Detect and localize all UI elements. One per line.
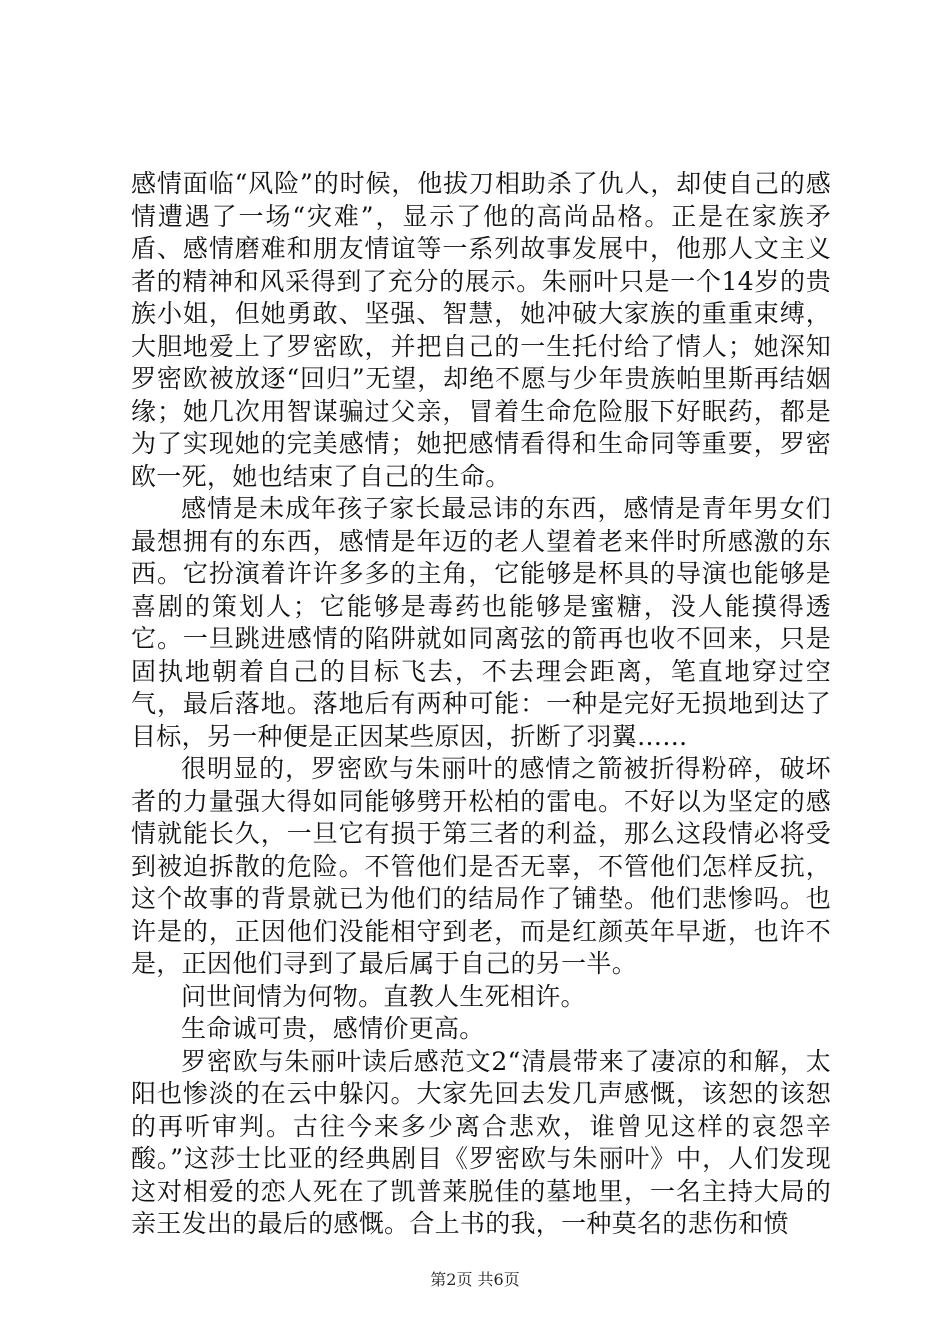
paragraph-4: 问世间情为何物。直教人生死相许。 [181,981,586,1011]
page-footer: 第2页 共6页 [430,1270,520,1289]
paragraph-2: 感情是未成年孩子家长最忌讳的东西，感情是青年男女们最想拥有的东西，感情是年迈的老人望着老来伴时所感激的东西。它扮演着许许多多的主角，它能够是杯具的导演也能够是喜剧的策划人；它能够是毒药也能够是蜜糖，没人能摸得透它。一旦跳进感情的陷阱就如同离弦的箭再也收不回来，只是固执地朝着自己的目标飞去，不去理会距离，笔直地穿过空气，最后落地。落地后有两种可能：一种是完好无损地到达了目标，另一种便是正因某些原因，折断了羽翼…… [131,494,831,751]
paragraph-1: 感情面临“风险”的时候，他拔刀相助杀了仇人，却使自己的感情遭遇了一场“灾难”，显示了他的高尚品格。正是在家族矛盾、感情磨难和朋友情谊等一系列故事发展中，他那人文主义者的精神和风采得到了充分的展示。朱丽叶只是一个14岁的贵族小姐，但她勇敢、坚强、智慧，她冲破大家族的重重束缚，大胆地爱上了罗密欧，并把自己的一生托付给了情人；她深知罗密欧被放逐“回归”无望，却绝不愿与少年贵族帕里斯再结姻缘；她几次用智谋骗过父亲，冒着生命危险服下好眠药，都是为了实现她的完美感情；她把感情看得和生命同等重要，罗密欧一死，她也结束了自己的生命。 [131,169,831,491]
body-text [131,168,831,1241]
paragraph-5: 生命诚可贵，感情价更高。 [181,1014,485,1043]
paragraph-6: 罗密欧与朱丽叶读后感范文2“清晨带来了凄凉的和解，太阳也惨淡的在云中躲闪。大家先回去发几声感慨，该恕的该恕的再听审判。古往今来多少离合悲欢，谁曾见这样的哀怨辛酸。”这莎士比亚的经典剧目《罗密欧与朱丽叶》中，人们发现这对相爱的恋人死在了凯普莱脱佳的墓地里，一名主持大局的亲王发出的最后的感慨。合上书的我，一种莫名的悲伤和愤 [131,1046,831,1238]
paragraph-3: 很明显的，罗密欧与朱丽叶的感情之箭被折得粉碎，破坏者的力量强大得如同能够劈开松柏的雷电。不好以为坚定的感情就能长久，一旦它有损于第三者的利益，那么这段情必将受到被迫拆散的危险。不管他们是否无辜，不管他们怎样反抗，这个故事的背景就已为他们的结局作了铺垫。他们悲惨吗。也许是的，正因他们没能相守到老，而是红颜英年早逝，也许不是，正因他们寻到了最后属于自己的另一半。 [131,754,831,978]
